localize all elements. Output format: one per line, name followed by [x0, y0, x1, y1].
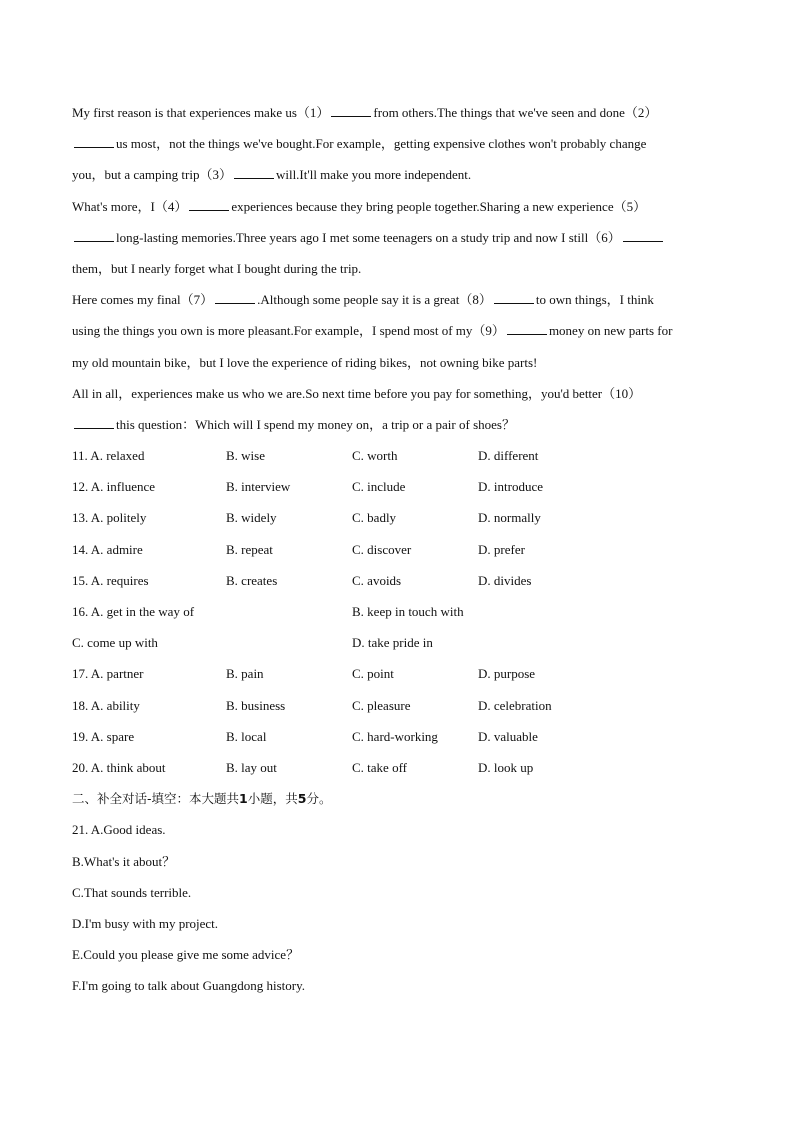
passage-line-3: [72, 159, 728, 190]
blank-6[interactable]: [623, 227, 663, 242]
option-d[interactable]: D. valuable: [478, 728, 538, 744]
option-b[interactable]: B. local: [226, 728, 267, 744]
option-d[interactable]: D. prefer: [478, 541, 525, 557]
question-12: [72, 471, 728, 502]
section-heading: [72, 783, 728, 814]
passage-line-2: [72, 128, 728, 159]
option-b[interactable]: B. pain: [226, 666, 264, 682]
question-16-row-2: [72, 627, 728, 658]
passage-line-1: [72, 97, 728, 128]
dialogue-option: 21. A.Good ideas.: [72, 822, 166, 838]
total-score: 5: [297, 791, 307, 807]
passage-line-10: [72, 378, 728, 409]
option-d[interactable]: D. purpose: [478, 666, 536, 682]
dialogue-option: C.That sounds terrible.: [72, 884, 192, 900]
section-heading-suffix: 分。: [306, 791, 332, 807]
blank-9[interactable]: [507, 320, 547, 335]
passage-text: my old mountain bike，but I love the experience of riding bikes，not owning bike parts!: [72, 354, 538, 370]
passage-text: from others.The things that we've seen and done（2）: [373, 105, 658, 120]
passage-text: using the things you own is more pleasant.For example，I spend most of my（9）: [72, 323, 505, 339]
option-c[interactable]: C. worth: [352, 448, 398, 464]
option-b[interactable]: B. widely: [226, 510, 277, 526]
option-d[interactable]: D. divides: [478, 572, 532, 588]
option-a[interactable]: 14. A. admire: [72, 541, 143, 557]
option-a[interactable]: 17. A. partner: [72, 666, 144, 682]
dialogue-option: F.I'm going to talk about Guangdong history.: [72, 978, 305, 994]
question-20: [72, 752, 728, 783]
passage-text: us most，not the things we've bought.For example，getting expensive clothes won't probably change: [116, 136, 647, 152]
blank-5[interactable]: [74, 227, 114, 242]
blank-10[interactable]: [74, 414, 114, 429]
passage-line-11: [72, 409, 728, 440]
question-15: [72, 565, 728, 596]
option-d[interactable]: D. look up: [478, 759, 534, 775]
passage-text: My first reason is that experiences make us（1）: [72, 105, 330, 120]
question-11: [72, 440, 728, 471]
passage-text: them，but I nearly forget what I bought during the trip.: [72, 260, 362, 276]
blank-1[interactable]: [331, 102, 371, 117]
passage-text: long-lasting memories.Three years ago I met some teenagers on a study trip and now I still（6）: [116, 229, 621, 245]
option-c[interactable]: C. badly: [352, 510, 397, 526]
dialogue-option: E.Could you please give me some advice？: [72, 947, 300, 963]
question-18: [72, 690, 728, 721]
section-heading-prefix: 二、补全对话-填空：本大题共: [72, 791, 240, 807]
option-a[interactable]: 12. A. influence: [72, 479, 156, 495]
dialogue-option: B.What's it about？: [72, 853, 176, 869]
option-c[interactable]: C. discover: [352, 541, 412, 557]
dialogue-option: D.I'm busy with my project.: [72, 915, 219, 931]
question-14: [72, 534, 728, 565]
blank-2[interactable]: [74, 133, 114, 148]
passage-line-4: [72, 191, 728, 222]
passage-text: will.It'll make you more independent.: [275, 167, 472, 183]
option-b[interactable]: B. keep in touch with: [352, 604, 464, 619]
passage-line-8: [72, 315, 728, 346]
blank-8[interactable]: [494, 289, 534, 304]
option-a[interactable]: 15. A. requires: [72, 572, 149, 588]
passage-text: this question：Which will I spend my money on，a trip or a pair of shoes？: [116, 416, 515, 432]
blank-3[interactable]: [234, 164, 274, 179]
option-a[interactable]: 11. A. relaxed: [72, 448, 145, 464]
passage-text: All in all，experiences make us who we are.So next time before you pay for something，you'd better（10）: [72, 385, 642, 401]
option-c[interactable]: C. avoids: [352, 572, 402, 588]
section-heading-mid: 小题，共: [247, 791, 298, 807]
question-19: [72, 721, 728, 752]
option-a[interactable]: 13. A. politely: [72, 510, 147, 526]
option-c[interactable]: C. point: [352, 666, 394, 682]
question-16-row-1: [72, 596, 728, 627]
passage-line-9: [72, 347, 728, 378]
option-d[interactable]: D. different: [478, 448, 539, 464]
option-d[interactable]: D. introduce: [478, 479, 543, 495]
option-a[interactable]: 20. A. think about: [72, 759, 166, 775]
option-c[interactable]: C. take off: [352, 759, 407, 775]
option-b[interactable]: B. lay out: [226, 759, 277, 775]
option-b[interactable]: B. repeat: [226, 541, 273, 557]
option-c[interactable]: C. include: [352, 479, 406, 495]
passage-text: Here comes my final（7）: [72, 292, 214, 308]
passage-line-5: [72, 222, 728, 253]
passage-text: money on new parts for: [548, 323, 673, 339]
option-a[interactable]: 19. A. spare: [72, 728, 135, 744]
option-b[interactable]: B. wise: [226, 448, 265, 464]
passage-text: you，but a camping trip（3）: [72, 167, 232, 183]
document-page: [72, 97, 728, 1001]
passage-line-7: [72, 284, 728, 315]
option-b[interactable]: B. business: [226, 697, 286, 713]
passage-text: experiences because they bring people together.Sharing a new experience（5）: [231, 198, 647, 214]
option-c[interactable]: C. come up with: [72, 635, 158, 651]
option-d[interactable]: D. normally: [478, 510, 541, 526]
passage-text: .Although some people say it is a great（8）: [257, 292, 492, 308]
option-b[interactable]: B. creates: [226, 572, 278, 588]
option-d[interactable]: D. celebration: [478, 697, 552, 713]
passage-line-6: [72, 253, 728, 284]
passage-text: to own things，I think: [535, 292, 654, 308]
option-d[interactable]: D. take pride in: [352, 635, 433, 651]
question-17: [72, 658, 728, 689]
option-b[interactable]: B. interview: [226, 479, 291, 495]
option-a[interactable]: 18. A. ability: [72, 697, 140, 713]
passage-text: What's more，I（4）: [72, 198, 188, 214]
blank-7[interactable]: [215, 289, 255, 304]
question-13: [72, 502, 728, 533]
option-a[interactable]: 16. A. get in the way of: [72, 604, 195, 619]
option-c[interactable]: C. pleasure: [352, 697, 411, 713]
question-count: 1: [239, 791, 248, 807]
blank-4[interactable]: [189, 196, 229, 211]
option-c[interactable]: C. hard-working: [352, 728, 438, 744]
